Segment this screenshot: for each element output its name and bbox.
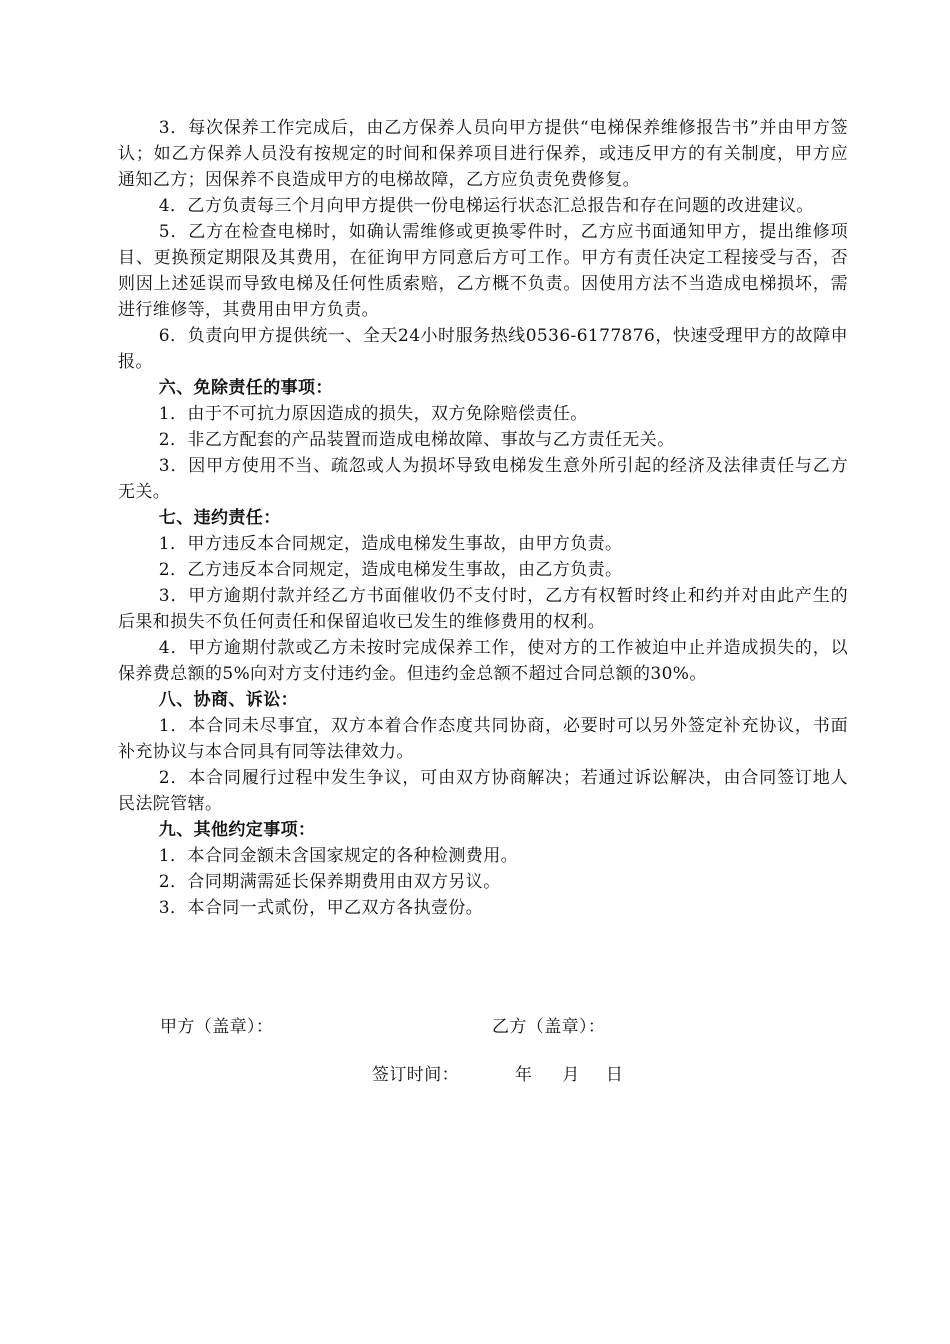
- clause-6-1: 1．由于不可抗力原因造成的损失，双方免除赔偿责任。: [158, 404, 588, 424]
- clause-7-1: 1．甲方违反本合同规定，造成电梯发生事故，由甲方负责。: [158, 534, 623, 554]
- clause-5-4: 4．乙方负责每三个月向甲方提供一份电梯运行状态汇总报告和存在问题的改进建议。: [158, 196, 814, 216]
- clause-7-4: 4．甲方逾期付款或乙方未按时完成保养工作，使对方的工作被迫中止并造成损失的，以保养费总额的5%向对方支付违约金。但违约金总额不超过合同总额的30%。: [118, 638, 848, 684]
- party-b-seal-label: 乙方（盖章）：: [492, 1017, 606, 1037]
- clause-9-1: 1．本合同金额未含国家规定的各种检测费用。: [158, 846, 519, 866]
- signing-date-row: [372, 1062, 623, 1088]
- clause-6-3: 3．因甲方使用不当、疏忽或人为损坏导致电梯发生意外所引起的经济及法律责任与乙方无关。: [118, 456, 848, 502]
- clause-5-5: 5．乙方在检查电梯时，如确认需维修或更换零件时，乙方应书面通知甲方，提出维修项目、更换预定期限及其费用，在征询甲方同意后方可工作。甲方有责任决定工程接受与否，否则因上述延误而导致电梯及任何性质索赔，乙方概不负责。因使用方法不当造成电梯损坏，需进行维修等，其费用由甲方负责。: [118, 222, 848, 320]
- section-7-heading: 七、违约责任：: [158, 508, 281, 528]
- clause-9-3: 3．本合同一式贰份，甲乙双方各执壹份。: [158, 898, 484, 918]
- date-month-label: 月: [562, 1065, 580, 1085]
- contract-body: [118, 115, 848, 921]
- section-6-heading: 六、免除责任的事项：: [158, 378, 333, 398]
- clause-7-3: 3．甲方逾期付款并经乙方书面催收仍不支付时，乙方有权暂时终止和约并对由此产生的后果和损失不负任何责任和保留追收已发生的维修费用的权利。: [118, 586, 848, 632]
- clause-6-2: 2．非乙方配套的产品装置而造成电梯故障、事故与乙方责任无关。: [158, 430, 675, 450]
- signing-date-label: 签订时间：: [372, 1065, 459, 1085]
- date-day-label: 日: [605, 1065, 624, 1085]
- clause-9-2: 2．合同期满需延长保养期费用由双方另议。: [158, 872, 501, 892]
- section-8-heading: 八、协商、诉讼：: [158, 690, 298, 710]
- clause-5-6: 6．负责向甲方提供统一、全天24小时服务热线0536-6177876，快速受理甲方的故障申报。: [118, 326, 848, 372]
- party-a-seal-label: 甲方（盖章）：: [160, 1017, 274, 1037]
- clause-7-2: 2．乙方违反本合同规定，造成电梯发生事故，由乙方负责。: [158, 560, 623, 580]
- clause-5-3: 3．每次保养工作完成后，由乙方保养人员向甲方提供“电梯保养维修报告书”并由甲方签认；如乙方保养人员没有按规定的时间和保养项目进行保养，或违反甲方的有关制度，甲方应通知乙方；因保养不良造成甲方的电梯故障，乙方应负责免费修复。: [118, 118, 848, 190]
- clause-8-2: 2．本合同履行过程中发生争议，可由双方协商解决；若通过诉讼解决，由合同签订地人民法院管辖。: [118, 768, 848, 814]
- section-9-heading: 九、其他约定事项：: [158, 820, 316, 840]
- date-year-label: 年: [515, 1065, 533, 1085]
- clause-8-1: 1．本合同未尽事宜，双方本着合作态度共同协商，必要时可以另外签定补充协议，书面补充协议与本合同具有同等法律效力。: [118, 716, 848, 762]
